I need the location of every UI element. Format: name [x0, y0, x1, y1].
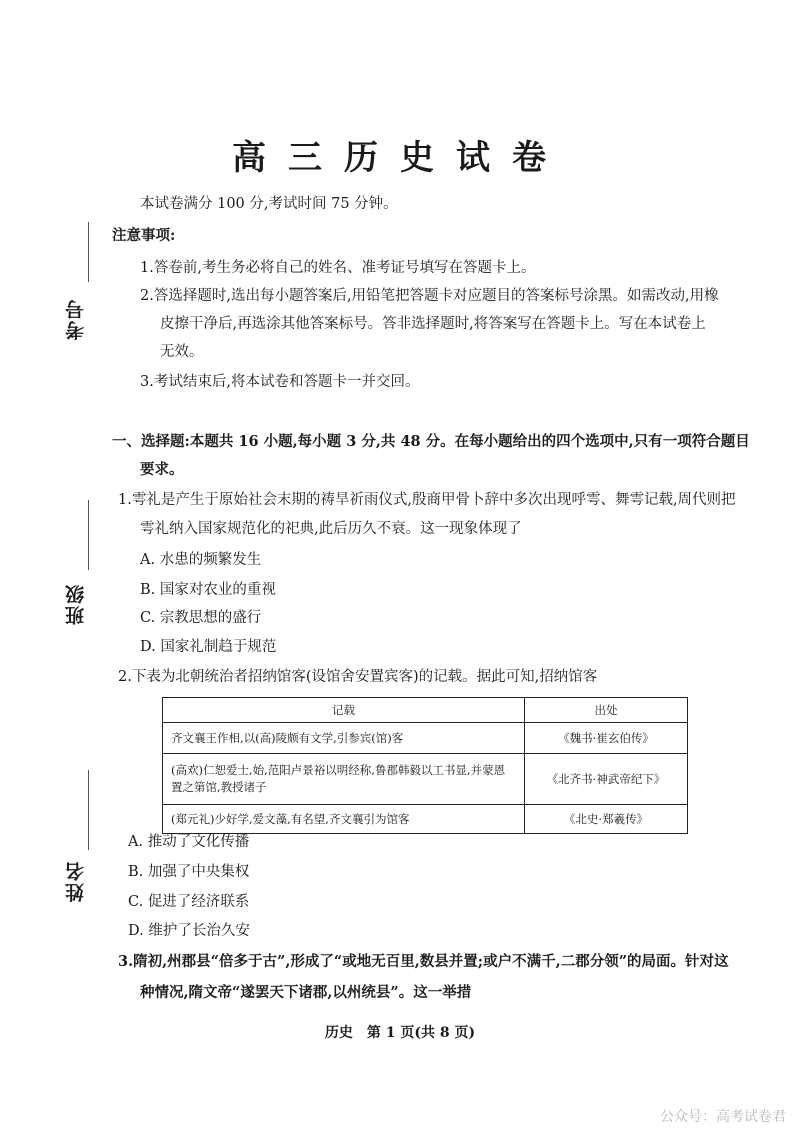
question-2-stem: 2.下表为北朝统治者招纳馆客(设馆舍安置宾客)的记载。据此可知,招纳馆客 — [118, 669, 598, 685]
note-item: 皮擦干净后,再选涂其他答案标号。答非选择题时,将答案写在答题卡上。写在本试卷上 — [160, 316, 706, 332]
table-cell-source: 《魏书·崔玄伯传》 — [525, 723, 688, 754]
question-2-option-c: C. 促进了经济联系 — [128, 894, 250, 910]
name-line — [88, 770, 89, 850]
exam-intro: 本试卷满分 100 分,考试时间 75 分钟。 — [140, 196, 398, 212]
notes-heading: 注意事项: — [112, 227, 176, 244]
question-1-option-b: B. 国家对农业的重视 — [140, 582, 276, 598]
page-footer: 历史 第 1 页(共 8 页) — [324, 1025, 476, 1041]
exam-no-line — [88, 222, 89, 282]
table-cell-source: 《北齐书·神武帝纪下》 — [525, 754, 688, 805]
exam-no-label: 考号 — [65, 298, 87, 340]
section-heading: 一、选择题:本题共 16 小题,每小题 3 分,共 48 分。在每小题给出的四个选项中,只有一项符合题目 — [112, 433, 750, 450]
question-3-stem: 3.隋初,州郡县“倍多于古”,形成了“或地无百里,数县并置;或户不满千,二郡分领”的局面。针对这 — [118, 953, 729, 970]
records-table — [162, 697, 688, 834]
question-1-stem-cont: 雩礼纳入国家规范化的祀典,此后历久不衰。这一现象体现了 — [140, 521, 522, 537]
question-3-stem-cont: 种情况,隋文帝“遂罢天下诸郡,以州统县”。这一举措 — [140, 984, 472, 1001]
name-label: 姓名 — [65, 860, 87, 902]
question-1-stem: 1.雩礼是产生于原始社会末期的祷旱祈雨仪式,殷商甲骨卜辞中多次出现呼雩、舞雩记载,周代则把 — [118, 492, 736, 508]
table-row — [163, 805, 688, 834]
watermark: 公众号：高考试卷君 — [660, 1109, 786, 1125]
table-cell-record: (高欢)仁恕爱士,始,范阳卢景裕以明经称,鲁郡韩毅以工书显,并蒙恩置之第馆,教授诸子 — [163, 754, 525, 805]
class-line — [88, 500, 89, 570]
question-2-option-b: B. 加强了中央集权 — [128, 864, 250, 880]
table-cell-record: 齐文襄王作相,以(高)陵颇有文学,引参宾(馆)客 — [163, 723, 525, 754]
question-2-option-d: D. 维护了长治久安 — [128, 923, 250, 939]
table-header-source: 出处 — [525, 698, 688, 723]
page-title: 高三历史试卷 — [232, 138, 568, 178]
question-1-option-d: D. 国家礼制趋于规范 — [140, 639, 277, 655]
class-label: 班级 — [65, 583, 87, 625]
table-header-row — [163, 698, 688, 723]
question-1-option-a: A. 水患的频繁发生 — [140, 552, 262, 568]
table-cell-record: (郑元礼)少好学,爱文藻,有名望,齐文襄引为馆客 — [163, 805, 525, 834]
table-row — [163, 754, 688, 805]
section-heading-cont: 要求。 — [140, 461, 184, 478]
question-2-option-a: A. 推动了文化传播 — [128, 834, 250, 850]
table-row — [163, 723, 688, 754]
table-cell-source: 《北史·郑羲传》 — [525, 805, 688, 834]
question-1-option-c: C. 宗教思想的盛行 — [140, 610, 262, 626]
note-item: 3.考试结束后,将本试卷和答题卡一并交回。 — [140, 374, 420, 390]
note-item: 2.答选择题时,选出每小题答案后,用铅笔把答题卡对应题目的答案标号涂黑。如需改动,用橡 — [140, 288, 719, 304]
note-item: 无效。 — [160, 344, 204, 360]
table-header-record: 记载 — [163, 698, 525, 723]
note-item: 1.答卷前,考生务必将自己的姓名、准考证号填写在答题卡上。 — [140, 260, 536, 276]
